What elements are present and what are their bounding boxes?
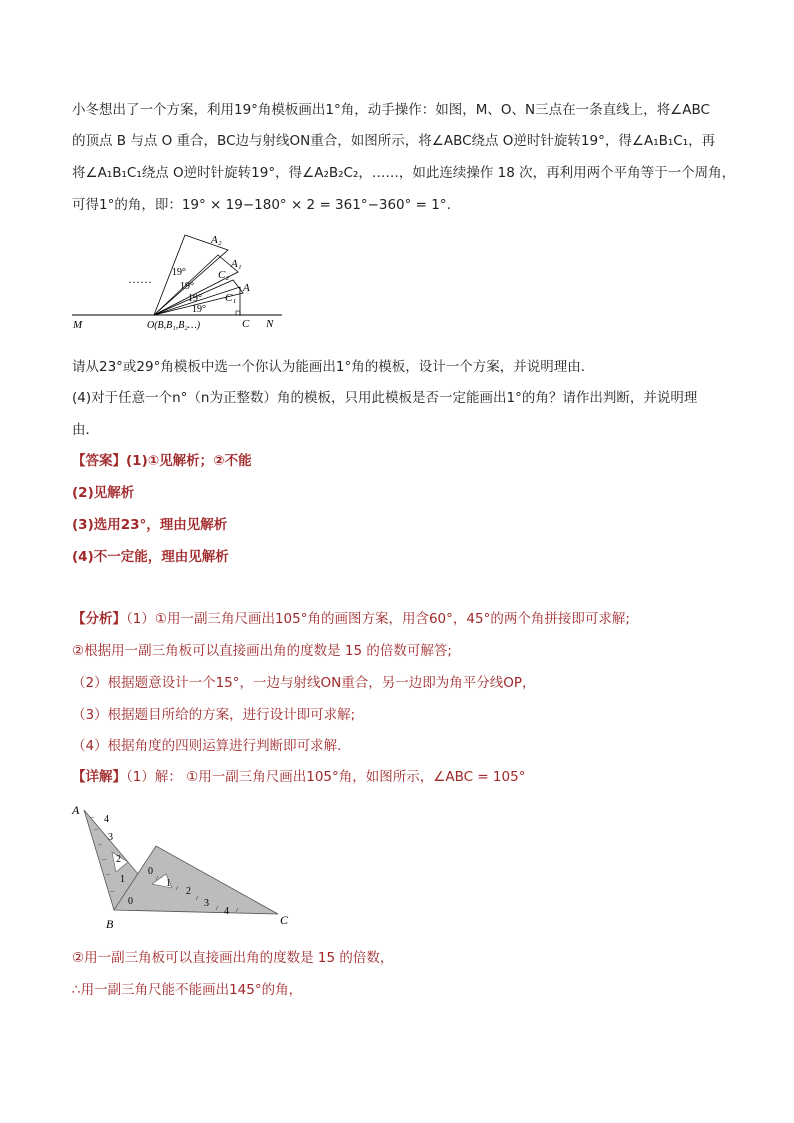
detail-line-2: ②用一副三角板可以直接画出角的度数是 15 的倍数，: [72, 950, 394, 966]
angle-label-2: 19°: [180, 281, 194, 292]
question-4-line-1: (4)对于任意一个n°（n为正整数）角的模板，只用此模板是否一定能画出1°的角？请作出判断，并说明理: [72, 390, 698, 406]
label-O: O(B,B₁,B₂…): [147, 320, 201, 331]
problem-line-2: 的顶点 B 与点 O 重合，BC边与射线ON重合，如图所示，将∠ABC绕点 O逆时针旋转19°，得∠A₁B₁C₁，再: [72, 133, 716, 149]
analysis-line-3: （2）根据题意设计一个15°，一边与射线ON重合，另一边即为角平分线OP，: [72, 675, 536, 691]
label-A1: A₁: [231, 258, 242, 270]
angle-label-3: 19°: [188, 293, 202, 304]
problem-line-3: 将∠A₁B₁C₁绕点 O逆时针旋转19°，得∠A₂B₂C₂，……，如此连续操作 18 次，再利用两个平角等于一个周角，: [72, 165, 736, 181]
detail-line-3: ∴用一副三角尺能不能画出145°的角，: [72, 982, 303, 998]
label-A: A: [243, 282, 250, 294]
question-3: 请从23°或29°角模板中选一个你认为能画出1°角的模板，设计一个方案，并说明理由．: [72, 359, 595, 375]
analysis-item-1: （1）①用一副三角尺画出105°角的画图方案，用含60°，45°的两个角拼接即可求解;: [126, 611, 630, 627]
answer-line-3: (3)选用23°，理由见解析: [72, 517, 228, 533]
label-A2: A₂: [211, 234, 222, 246]
tick-left-3: 3: [108, 832, 113, 843]
answer-tag: 【答案】: [72, 453, 126, 469]
answer-line-2: (2)见解析: [72, 485, 135, 501]
label-N: N: [266, 318, 274, 330]
label-C: C: [242, 318, 250, 330]
detail-item-1: （1）解： ①用一副三角尺画出105°角，如图所示，∠ABC = 105°: [126, 769, 526, 785]
tick-right-4: 4: [224, 906, 229, 917]
analysis-line-2: ②根据用一副三角板可以直接画出角的度数是 15 的倍数可解答;: [72, 643, 452, 659]
set-squares-figure: [68, 800, 298, 940]
angle-label-1: 19°: [172, 267, 186, 278]
problem-line-4: 可得1°的角，即：19° × 19−180° × 2 = 361°−360° = 1°.: [72, 197, 451, 213]
problem-line-1: 小冬想出了一个方案，利用19°角模板画出1°角，动手操作：如图，M、O、N三点在一条直线上，将∠ABC: [72, 102, 710, 118]
angle-label-4: 19°: [192, 304, 206, 315]
rotation-figure: [68, 225, 298, 340]
right-angle-mark: [236, 311, 240, 315]
label-C2: C₂: [218, 269, 230, 281]
tick-right-2: 2: [186, 886, 191, 897]
question-4-line-2: 由．: [72, 422, 99, 438]
label-C1: C₁: [225, 292, 237, 304]
tick-right-0: 0: [148, 866, 153, 877]
detail-line-1: [72, 767, 525, 787]
analysis-line-1: [72, 609, 630, 629]
analysis-tag: 【分析】: [72, 611, 126, 627]
label-B: B: [106, 917, 114, 931]
tick-right-1: 1: [166, 878, 171, 889]
tick-left-4: 4: [104, 814, 109, 825]
label-M: M: [73, 319, 83, 331]
label-A: A: [72, 803, 80, 817]
tick-left-2: 2: [116, 854, 121, 865]
answer-item-1: (1)①见解析；②不能: [126, 453, 252, 469]
detail-tag: 【详解】: [72, 769, 126, 785]
tick-right-3: 3: [204, 898, 209, 909]
label-C: C: [280, 913, 289, 927]
answer-line-1: [72, 451, 252, 471]
analysis-line-4: （3）根据题目所给的方案，进行设计即可求解;: [72, 707, 356, 723]
analysis-line-5: （4）根据角度的四则运算进行判断即可求解．: [72, 738, 351, 754]
tick-left-1: 1: [120, 874, 125, 885]
answer-line-4: (4)不一定能，理由见解析: [72, 549, 229, 565]
dots-label: ……: [128, 272, 152, 286]
set-square-45: [114, 846, 278, 914]
tick-left-0: 0: [128, 896, 133, 907]
